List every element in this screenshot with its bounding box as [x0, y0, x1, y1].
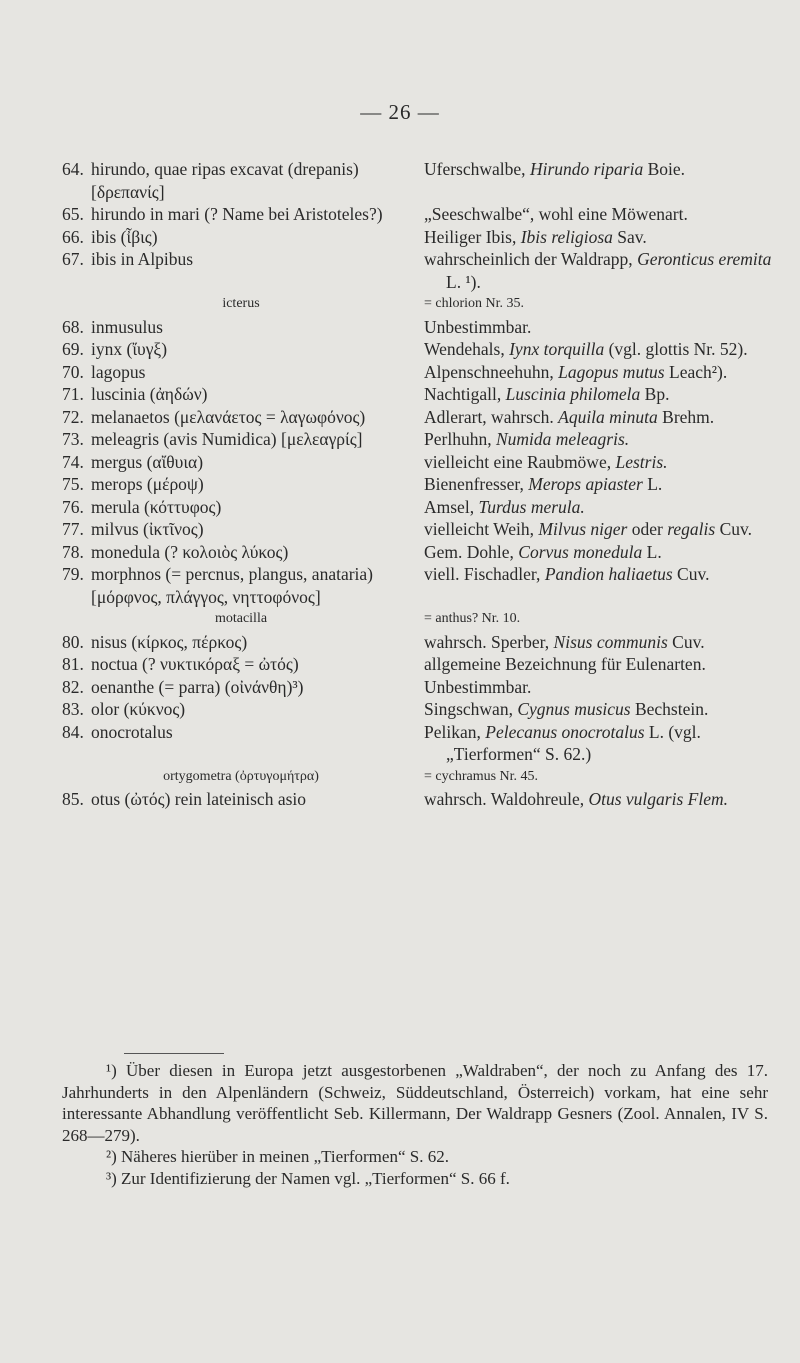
entry-row [62, 293, 777, 316]
entry-row [62, 428, 777, 451]
scientific-name: Hirundo riparia [529, 159, 644, 179]
entry-row [62, 788, 777, 811]
identification [424, 316, 777, 339]
entry-number: 66. [62, 226, 84, 247]
identification [424, 721, 777, 766]
authority: Leach²). [669, 361, 728, 382]
scientific-name: Nisus communis [553, 631, 668, 652]
authority: (vgl. glottis Nr. 52). [608, 339, 748, 359]
scientific-name: Otus vulgaris Flem. [588, 789, 728, 809]
scientific-name: Aquila minuta [558, 406, 658, 427]
identification [424, 451, 777, 474]
latin-name: melanaetos (μελανάετος = λαγωφόνος) [91, 406, 366, 427]
german-name: Uferschwalbe, [424, 159, 526, 179]
entry-number: 84. [62, 721, 84, 742]
entry-number: 78. [62, 541, 84, 562]
latin-name: monedula (? κολοιὸς λύκος) [91, 541, 289, 562]
entry-number: 71. [62, 384, 84, 404]
footnote-2: ²) Näheres hierüber in meinen „Tierformen“ S. 62. [106, 1147, 449, 1166]
entry-row [62, 518, 777, 541]
authority: Cuv. [672, 631, 705, 652]
german-name: Nachtigall, [424, 384, 502, 404]
authority: Brehm. [662, 406, 715, 427]
identification [424, 631, 777, 654]
scientific-name: Pelecanus onocrotalus [485, 721, 645, 742]
entry-row [62, 406, 777, 429]
german-name: Adlerart, wahrsch. [424, 406, 554, 427]
authority: L. (vgl. „Tierformen“ S. 62.) [446, 721, 701, 764]
entry-row [62, 563, 777, 608]
page-number: — 26 — [360, 100, 440, 124]
identification [424, 158, 777, 181]
german-name: Alpenschneehuhn, [424, 361, 554, 382]
entry-row [62, 608, 777, 631]
german-name: Gem. Dohle, [424, 541, 514, 562]
scientific-name: Numida meleagris. [495, 429, 630, 449]
cross-ref-target: = anthus? Nr. 10. [424, 611, 521, 626]
latin-name: oenanthe (= parra) (οἰνάνθη)³) [91, 676, 304, 697]
authority: Sav. [617, 226, 647, 247]
identification [424, 473, 777, 496]
german-name: wahrscheinlich der Waldrapp, [424, 249, 633, 269]
footnote-1: ¹) Über diesen in Europa jetzt ausgestorbenen „Waldraben“, der noch zu Anfang des 17. Jahrhunderts in den Alpenländern (Schweiz, Süddeutschland, Österreich) vorkam, hat eine sehr interessante Abhandlung veröffentlicht Seb. Killermann, Der Waldrapp Gesners (Zool. Annalen, IV S. 268—279). [62, 1061, 768, 1145]
entry-number: 76. [62, 496, 84, 517]
scientific-name: Lestris. [615, 451, 668, 472]
entry-number: 82. [62, 676, 84, 697]
latin-name: iynx (ἴυγξ) [91, 339, 168, 359]
authority: Bp. [644, 384, 670, 404]
identification [424, 428, 777, 451]
german-name: wahrsch. Sperber, [424, 631, 550, 652]
german-name: Amsel, [424, 496, 475, 517]
entry-number: 70. [62, 361, 84, 382]
identification [424, 406, 777, 429]
cross-ref-target: = cychramus Nr. 45. [424, 768, 539, 784]
identification [424, 361, 777, 384]
latin-name: onocrotalus [91, 721, 173, 742]
authority: Boie. [647, 159, 686, 179]
entry-number: 69. [62, 339, 84, 359]
latin-name: mergus (αἴθυια) [91, 451, 204, 472]
latin-name: merops (μέροψ) [91, 474, 204, 494]
footnote-3: ³) Zur Identifizierung der Namen vgl. „Tierformen“ S. 66 f. [106, 1168, 510, 1188]
german-name: Heiliger Ibis, [424, 226, 517, 247]
authority-alt: Cuv. [719, 519, 752, 539]
identification [424, 496, 777, 519]
german-name: vielleicht eine Raubmöwe, [424, 451, 612, 472]
entry-number: 64. [62, 159, 84, 179]
identification [424, 653, 777, 676]
german-name: „Seeschwalbe“, wohl eine Möwenart. [424, 204, 688, 224]
cross-ref-latin: icterus [222, 296, 260, 311]
entry-number: 65. [62, 204, 84, 224]
latin-name: ibis (ἶβις) [91, 226, 158, 247]
latin-name: olor (κύκνος) [91, 699, 186, 719]
entry-number: 77. [62, 519, 84, 539]
scientific-name: Luscinia philomela [505, 384, 641, 404]
scientific-name: Ibis religiosa [520, 226, 613, 247]
scientific-name: Merops apiaster [528, 474, 643, 494]
german-name: wahrsch. Waldohreule, [424, 789, 585, 809]
entry-number: 73. [62, 429, 84, 449]
entry-row [62, 158, 777, 203]
german-name: Unbestimmbar. [424, 316, 532, 337]
entry-row [62, 473, 777, 496]
latin-name: otus (ὠτός) rein lateinisch asio [91, 789, 307, 809]
entry-row [62, 248, 777, 293]
latin-name: ibis in Alpibus [91, 249, 194, 269]
latin-name: merula (κόττυφος) [91, 496, 222, 517]
scientific-name: Cygnus musicus [517, 699, 631, 719]
latin-name: nisus (κίρκος, πέρκος) [91, 631, 248, 652]
entry-row [62, 338, 777, 361]
entry-list [62, 158, 777, 811]
scientific-name: Lagopus mutus [558, 361, 665, 382]
german-name: Singschwan, [424, 699, 513, 719]
entry-number: 75. [62, 474, 84, 494]
entry-row [62, 721, 777, 766]
entry-row [62, 383, 777, 406]
identification [424, 676, 777, 699]
entry-row [62, 541, 777, 564]
german-name: vielleicht Weih, [424, 519, 535, 539]
scientific-name: Iynx torquilla [509, 339, 605, 359]
entry-number: 81. [62, 654, 84, 674]
identification [424, 518, 777, 541]
german-name: Pelikan, [424, 721, 481, 742]
entry-number: 80. [62, 631, 84, 652]
entry-number: 74. [62, 451, 84, 472]
entry-row [62, 766, 777, 789]
identification [424, 203, 777, 226]
entry-row [62, 226, 777, 249]
authority: Bechstein. [634, 699, 709, 719]
footnotes [62, 1060, 768, 1189]
entry-row [62, 203, 777, 226]
identification [424, 383, 777, 406]
entry-row [62, 698, 777, 721]
entry-row [62, 676, 777, 699]
entry-row [62, 316, 777, 339]
identification [424, 788, 777, 811]
identification [424, 698, 777, 721]
latin-name: hirundo in mari (? Name bei Aristoteles?) [91, 204, 383, 224]
entry-number: 68. [62, 316, 84, 337]
latin-name: luscinia (ἀηδών) [91, 384, 208, 404]
german-name: Bienenfresser, [424, 474, 524, 494]
authority: oder [631, 519, 663, 539]
german-name: allgemeine Bezeichnung für Eulenarten. [424, 654, 706, 674]
identification [424, 226, 777, 249]
german-name: Wendehals, [424, 339, 505, 359]
latin-name: noctua (? νυκτικόραξ = ὠτός) [91, 654, 299, 674]
latin-name: inmusulus [91, 316, 163, 337]
latin-name: milvus (ἰκτῖνος) [91, 519, 204, 539]
scientific-name: Turdus merula. [478, 496, 585, 517]
authority: Cuv. [677, 564, 710, 584]
entry-row [62, 451, 777, 474]
entry-row [62, 361, 777, 384]
scientific-name: Geronticus eremita [637, 249, 772, 269]
scientific-name: Pandion haliaetus [544, 564, 673, 584]
entry-number: 67. [62, 249, 84, 269]
entry-number: 83. [62, 699, 84, 719]
identification [424, 563, 777, 586]
authority: L. ¹). [446, 271, 481, 292]
identification [424, 338, 777, 361]
german-name: Perlhuhn, [424, 429, 492, 449]
entry-row [62, 653, 777, 676]
cross-ref-target: = chlorion Nr. 35. [424, 296, 525, 311]
german-name: Unbestimmbar. [424, 676, 532, 697]
authority: L. [647, 474, 663, 494]
entry-number: 79. [62, 564, 84, 584]
scientific-name: Milvus niger [538, 519, 628, 539]
german-name: viell. Fischadler, [424, 564, 541, 584]
entry-row [62, 496, 777, 519]
cross-ref-latin: ortygometra (ὀρτυγομήτρα) [163, 768, 319, 784]
scientific-name: Corvus monedula [518, 541, 643, 562]
latin-name: lagopus [91, 361, 146, 382]
latin-name: morphnos (= percnus, plangus, anataria) [μόρφνος, πλάγγος, νηττοφόνος] [91, 564, 374, 607]
identification [424, 541, 777, 564]
entry-number: 85. [62, 789, 84, 809]
footnote-rule [124, 1053, 224, 1054]
identification [424, 248, 777, 293]
entry-row [62, 631, 777, 654]
latin-name: hirundo, quae ripas excavat (drepanis) [δρεπανίς] [91, 159, 359, 202]
latin-name: meleagris (avis Numidica) [μελεαγρίς] [91, 429, 363, 449]
cross-ref-latin: motacilla [214, 611, 268, 626]
authority: L. [646, 541, 662, 562]
scientific-name-alt: regalis [667, 519, 716, 539]
entry-number: 72. [62, 406, 84, 427]
